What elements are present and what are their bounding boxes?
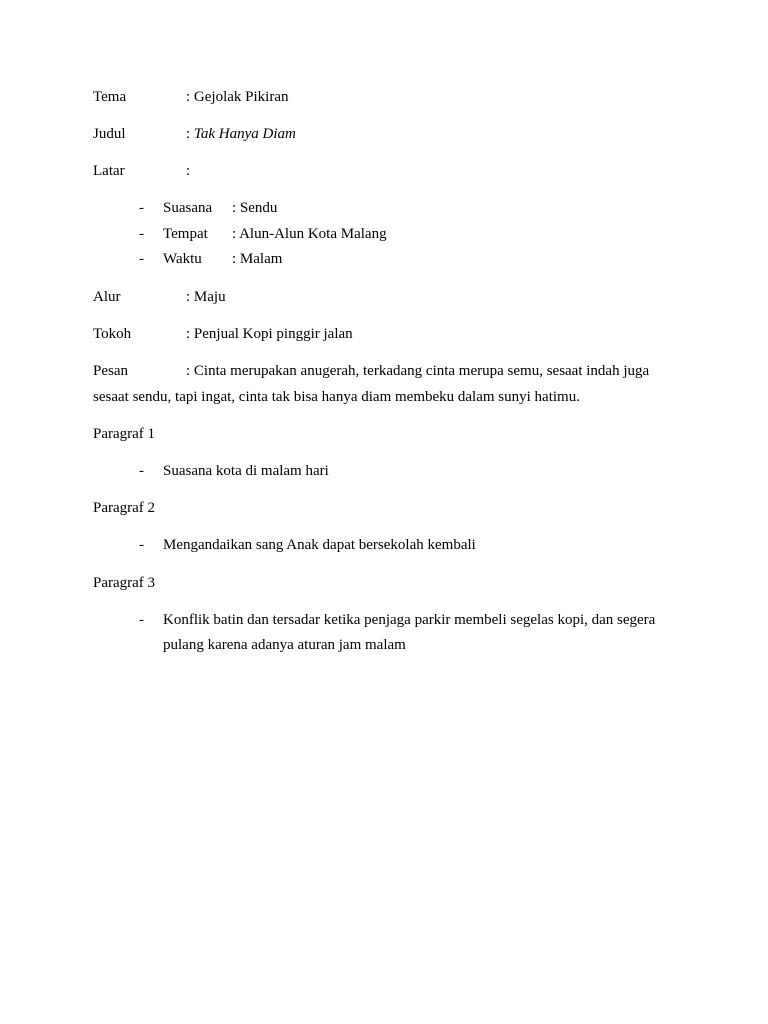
latar-item-value: : Alun-Alun Kota Malang [232, 226, 387, 242]
list-dash: - [139, 537, 144, 553]
field-prefix-judul: : [186, 126, 194, 142]
field-value-latar: : [186, 163, 191, 179]
paragraph-item-text-continued: pulang karena adanya aturan jam malam [163, 637, 406, 653]
field-label-tema: Tema [93, 89, 127, 105]
paragraph-item-text: Mengandaikan sang Anak dapat bersekolah kembali [163, 537, 476, 553]
field-label-alur: Alur [93, 289, 121, 305]
field-label-pesan: Pesan [93, 363, 128, 379]
latar-item-label: Waktu [163, 251, 202, 267]
field-value-pesan-continued: sesaat sendu, tapi ingat, cinta tak bisa hanya diam membeku dalam sunyi hatimu. [93, 389, 580, 405]
paragraph-heading: Paragraf 1 [93, 426, 156, 442]
latar-item-value: : Sendu [232, 200, 278, 216]
field-label-latar: Latar [93, 163, 125, 179]
paragraph-item-text: Konflik batin dan tersadar ketika penjaga parkir membeli segelas kopi, dan segera [163, 612, 656, 628]
latar-item-label: Tempat [163, 226, 208, 242]
paragraph-heading: Paragraf 3 [93, 575, 156, 591]
list-dash: - [139, 251, 144, 267]
field-value-judul [186, 125, 296, 143]
field-value-pesan: : Cinta merupakan anugerah, terkadang cinta merupa semu, sesaat indah juga [186, 363, 650, 379]
list-dash: - [139, 463, 144, 479]
list-dash: - [139, 200, 144, 216]
list-dash: - [139, 612, 144, 628]
field-value-alur: : Maju [186, 289, 226, 305]
field-title-judul: Tak Hanya Diam [193, 126, 296, 142]
paragraph-item-text: Suasana kota di malam hari [163, 463, 329, 479]
field-value-tokoh: : Penjual Kopi pinggir jalan [186, 326, 353, 342]
field-value-tema: : Gejolak Pikiran [186, 89, 289, 105]
field-label-judul: Judul [93, 126, 126, 142]
latar-item-label: Suasana [163, 200, 213, 216]
field-label-tokoh: Tokoh [93, 326, 132, 342]
latar-item-value: : Malam [232, 251, 283, 267]
list-dash: - [139, 226, 144, 242]
paragraph-heading: Paragraf 2 [93, 500, 156, 516]
